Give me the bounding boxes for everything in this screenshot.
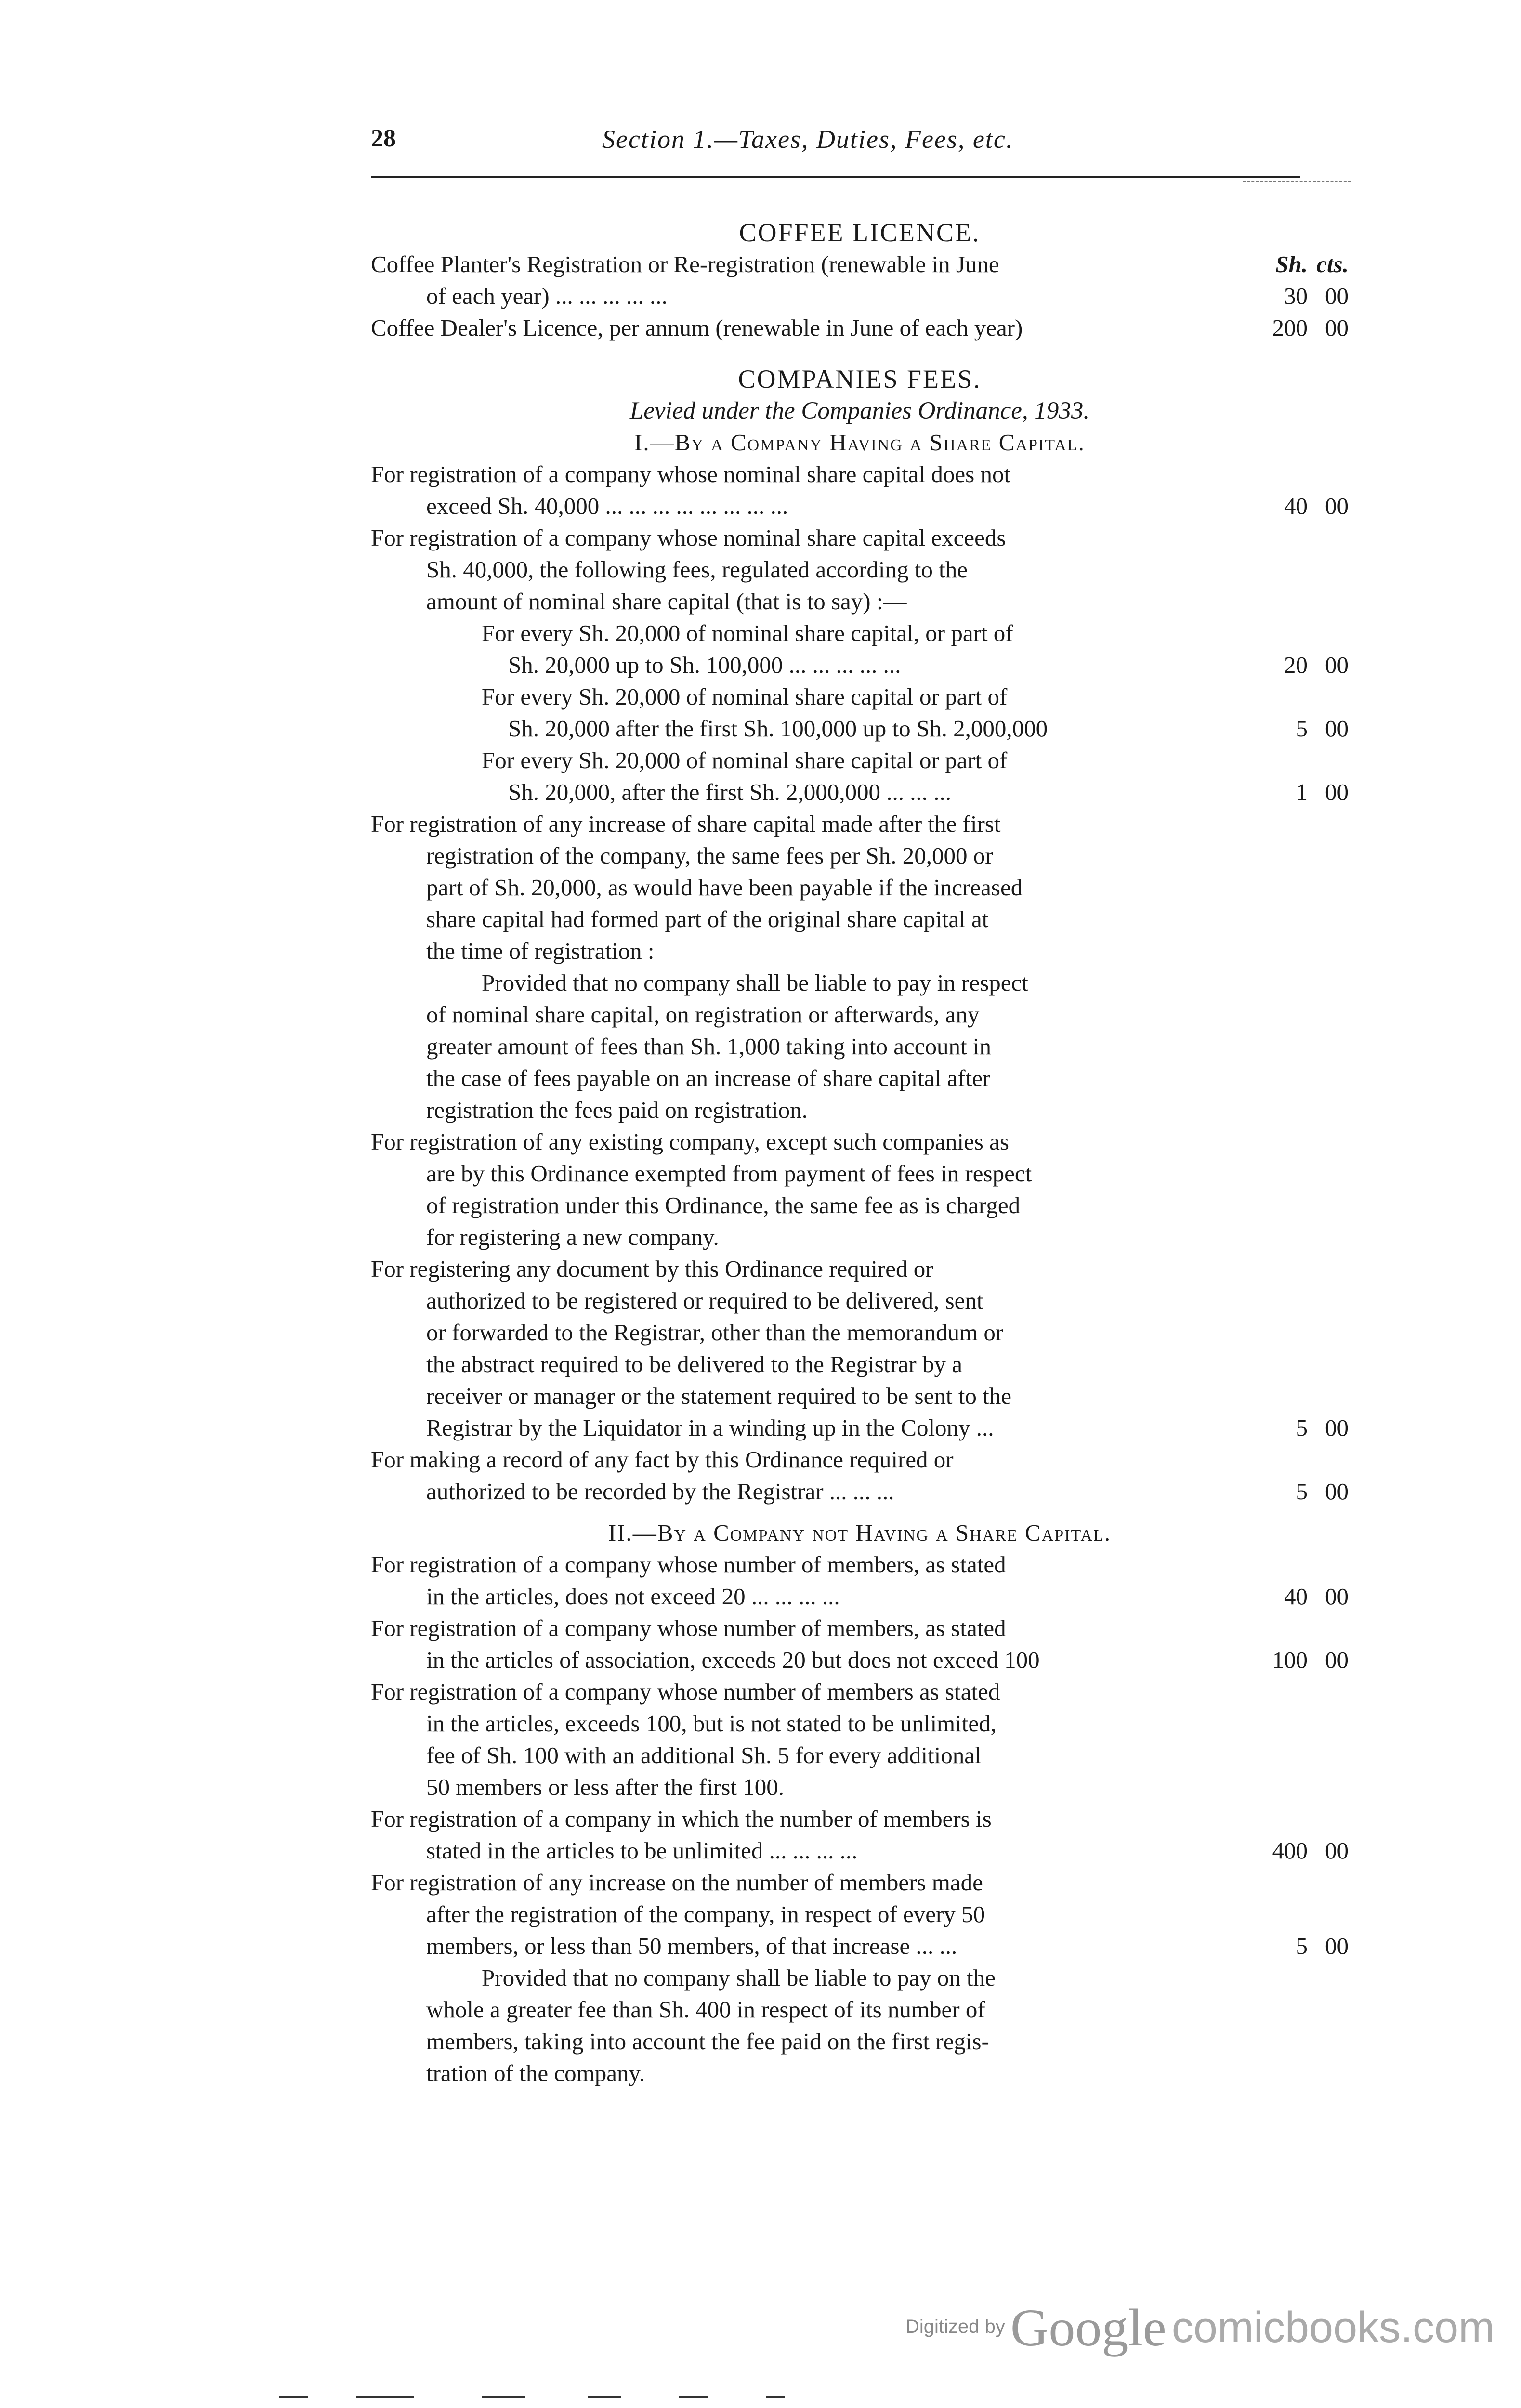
- entry-text: Registrar by the Liquidator in a winding up in the Colony ...: [426, 1414, 994, 1441]
- entry-text: Sh. 20,000 after the first Sh. 100,000 up to Sh. 2,000,000: [508, 715, 1048, 742]
- entry-text: Sh. 20,000 up to Sh. 100,000 ... ... ... ... ...: [508, 652, 901, 678]
- entry-text: after the registration of the company, in respect of every 50: [426, 1901, 985, 1927]
- entry-text: the time of registration :: [426, 938, 655, 964]
- entry-text: in the articles, exceeds 100, but is not stated to be unlimited,: [426, 1710, 997, 1737]
- entry-text: amount of nominal share capital (that is to say) :—: [426, 588, 907, 615]
- section-subtitle: Levied under the Companies Ordinance, 1933.: [629, 397, 1090, 424]
- bottom-scan-marks: [279, 2396, 857, 2400]
- amount-shillings: 5: [1296, 1478, 1308, 1505]
- entry-text: in the articles of association, exceeds 20 but does not exceed 100: [426, 1647, 1040, 1673]
- amount-cents: 00: [1325, 1478, 1349, 1505]
- entry-text: Provided that no company shall be liable to pay on the: [482, 1964, 996, 1991]
- entry-text: are by this Ordinance exempted from payment of fees in respect: [426, 1160, 1032, 1187]
- fee-subentry: [371, 745, 1349, 808]
- coffee-planter-entry: [371, 249, 1349, 312]
- entry-text: members, taking into account the fee paid on the first regis-: [426, 2028, 989, 2055]
- entry-text: Sh. 40,000, the following fees, regulated according to the: [426, 556, 968, 583]
- entry-text: tration of the company.: [426, 2060, 645, 2086]
- header-rule-dashed: [1243, 181, 1351, 182]
- entry-text: the case of fees payable on an increase of share capital after: [426, 1065, 991, 1091]
- fee-entry: [371, 1676, 1349, 1803]
- entry-text: share capital had formed part of the original share capital at: [426, 906, 989, 932]
- fee-entry: [371, 1867, 1349, 1962]
- amount-shillings: 20: [1284, 652, 1308, 678]
- amount-shillings: 40: [1284, 493, 1308, 519]
- entry-text: authorized to be recorded by the Registrar ... ... ...: [426, 1478, 894, 1505]
- entry-text: or forwarded to the Registrar, other than the memorandum or: [426, 1319, 1004, 1346]
- units-sh: Sh.: [1275, 251, 1308, 277]
- entry-text: of registration under this Ordinance, the same fee as is charged: [426, 1192, 1021, 1218]
- entry-text: For every Sh. 20,000 of nominal share capital, or part of: [482, 620, 1013, 646]
- google-logo: Google: [1010, 2298, 1167, 2357]
- amount-shillings: 30: [1284, 283, 1308, 309]
- entry-text: For registration of any existing company, except such companies as: [371, 1128, 1009, 1155]
- entry-text: Coffee Planter's Registration or Re-registration (renewable in June: [371, 251, 999, 277]
- fee-entry: [371, 1612, 1349, 1676]
- proviso-paragraph: [371, 1962, 1349, 2089]
- amount-cents: 00: [1325, 1583, 1349, 1610]
- amount-cents: 00: [1325, 1933, 1349, 1959]
- amount-shillings: 400: [1272, 1837, 1308, 1864]
- entry-text: greater amount of fees than Sh. 1,000 taking into account in: [426, 1033, 991, 1060]
- running-head: Section 1.—Taxes, Duties, Fees, etc.: [602, 125, 1014, 154]
- section-title-companies: COMPANIES FEES.: [738, 365, 982, 393]
- entry-text: For every Sh. 20,000 of nominal share capital or part of: [482, 747, 1008, 773]
- amount-shillings: 1: [1296, 779, 1308, 805]
- entry-text: registration of the company, the same fees per Sh. 20,000 or: [426, 842, 993, 869]
- entry-text: of each year) ... ... ... ... ...: [426, 283, 668, 309]
- entry-text: Provided that no company shall be liable to pay in respect: [482, 969, 1028, 996]
- fee-subentry: [371, 617, 1349, 681]
- header-rule: [371, 176, 1300, 178]
- entry-text: For registration of a company whose number of members, as stated: [371, 1551, 1006, 1578]
- entry-text: stated in the articles to be unlimited ... ... ... ...: [426, 1837, 858, 1864]
- entry-text: For registration of a company in which the number of members is: [371, 1806, 992, 1832]
- fee-entry: [371, 808, 1349, 967]
- amount-cents: 00: [1325, 652, 1349, 678]
- entry-text: For registration of any increase of share capital made after the first: [371, 811, 1001, 837]
- entry-text: in the articles, does not exceed 20 ... ... ... ...: [426, 1583, 840, 1610]
- entry-text: For registration of a company whose number of members as stated: [371, 1678, 1000, 1705]
- entry-text: For making a record of any fact by this Ordinance required or: [371, 1446, 954, 1473]
- entry-text: whole a greater fee than Sh. 400 in respect of its number of: [426, 1996, 985, 2023]
- amount-shillings: 100: [1272, 1647, 1308, 1673]
- entry-text: receiver or manager or the statement required to be sent to the: [426, 1383, 1011, 1409]
- fee-subentry: [371, 681, 1349, 745]
- entry-text: members, or less than 50 members, of that increase ... ...: [426, 1933, 957, 1959]
- amount-cents: 00: [1325, 283, 1349, 309]
- amount-cents: 00: [1325, 779, 1349, 805]
- amount-shillings: 5: [1296, 1933, 1308, 1959]
- entry-text: for registering a new company.: [426, 1224, 719, 1250]
- amount-cents: 00: [1325, 314, 1349, 341]
- amount-cents: 00: [1325, 1414, 1349, 1441]
- entry-text: 50 members or less after the first 100.: [426, 1774, 784, 1800]
- fee-entry: [371, 522, 1349, 617]
- amount-cents: 00: [1325, 715, 1349, 742]
- amount-cents: 00: [1325, 1647, 1349, 1673]
- fee-entry: [371, 1126, 1349, 1253]
- units-cts: cts.: [1316, 251, 1349, 277]
- fee-entry: [371, 458, 1349, 522]
- amount-shillings: 5: [1296, 715, 1308, 742]
- entry-text: part of Sh. 20,000, as would have been payable if the increased: [426, 874, 1023, 901]
- fee-entry: [371, 1803, 1349, 1867]
- page-number: 28: [371, 125, 396, 152]
- entry-text: fee of Sh. 100 with an additional Sh. 5 for every additional: [426, 1742, 982, 1768]
- entry-text: Coffee Dealer's Licence, per annum (renewable in June of each year): [371, 314, 1023, 341]
- fee-entry: [371, 1444, 1349, 1507]
- fee-entry: [371, 1549, 1349, 1612]
- entry-text: Sh. 20,000, after the first Sh. 2,000,000 ... ... ...: [508, 779, 952, 805]
- watermark-text: comicbooks.com: [1171, 2303, 1495, 2352]
- page-header: [371, 124, 1351, 168]
- amount-cents: 00: [1325, 493, 1349, 519]
- coffee-dealer-entry: [371, 312, 1349, 344]
- entry-text: exceed Sh. 40,000 ... ... ... ... ... ... ... ...: [426, 493, 788, 519]
- section-title-coffee: COFFEE LICENCE.: [739, 218, 981, 247]
- amount-shillings: 40: [1284, 1583, 1308, 1610]
- proviso-paragraph: [371, 967, 1349, 1126]
- entry-text: registration the fees paid on registration.: [426, 1097, 808, 1123]
- amount-shillings: 5: [1296, 1414, 1308, 1441]
- entry-text: of nominal share capital, on registration or afterwards, any: [426, 1001, 980, 1028]
- entry-text: For registration of a company whose nominal share capital does not: [371, 461, 1011, 487]
- fee-entry: [371, 1253, 1349, 1444]
- entry-text: For registration of any increase on the number of members made: [371, 1869, 983, 1896]
- part-one-heading: I.—By a Company Having a Share Capital.: [634, 429, 1085, 456]
- entry-text: authorized to be registered or required to be delivered, sent: [426, 1287, 983, 1314]
- amount-shillings: 200: [1272, 314, 1308, 341]
- entry-text: For registration of a company whose nominal share capital exceeds: [371, 524, 1006, 551]
- entry-text: For registering any document by this Ordinance required or: [371, 1256, 933, 1282]
- page-body: [371, 217, 1349, 2089]
- part-two-heading: II.—By a Company not Having a Share Capital.: [608, 1519, 1112, 1546]
- amount-cents: 00: [1325, 1837, 1349, 1864]
- entry-text: the abstract required to be delivered to the Registrar by a: [426, 1351, 962, 1377]
- digitized-label: Digitized by: [905, 2316, 1005, 2338]
- entry-text: For every Sh. 20,000 of nominal share capital or part of: [482, 683, 1008, 710]
- digitization-footer: [905, 2297, 1495, 2358]
- entry-text: For registration of a company whose number of members, as stated: [371, 1615, 1006, 1641]
